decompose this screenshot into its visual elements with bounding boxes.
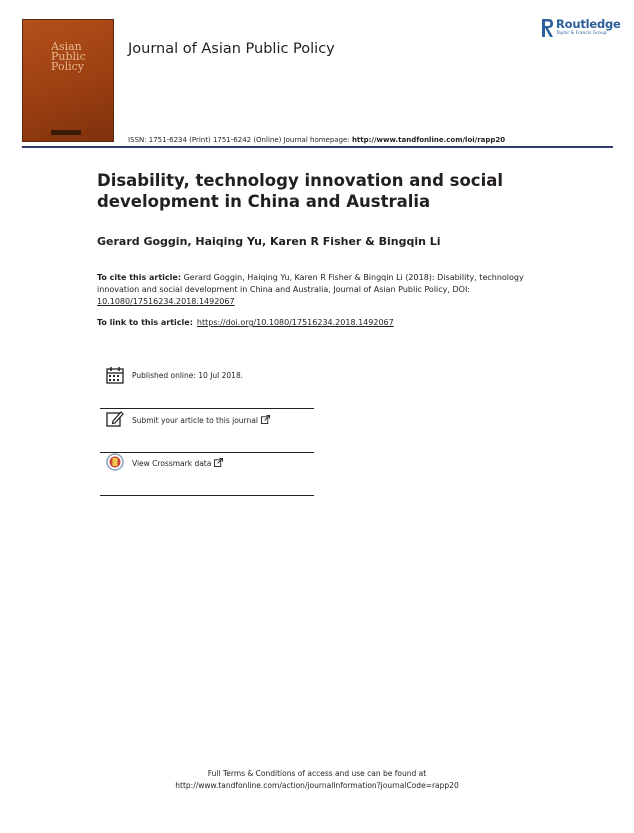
- crossmark-icon: [106, 453, 124, 471]
- citation-text: Gerard Goggin, Haiqing Yu, Karen R Fisher & Bingqin Li (2018): Disability, technology innovation and social development in China and Australia, Journal of Asian Public Policy, DOI:: [97, 273, 524, 294]
- cover-title: Asian Public Policy: [51, 40, 86, 73]
- row-divider: [100, 495, 314, 496]
- issn-line: [128, 136, 505, 144]
- submit-article-text[interactable]: Submit your article to this journal: [132, 416, 258, 425]
- citation-label: To cite this article:: [97, 273, 182, 282]
- publisher-tagline: Taylor & Francis Group: [556, 31, 607, 36]
- external-link-icon: [261, 415, 270, 424]
- journal-title[interactable]: Journal of Asian Public Policy: [128, 41, 335, 57]
- crossmark-link[interactable]: [132, 458, 223, 468]
- cover-publisher-mark: [51, 130, 81, 135]
- crossmark-row[interactable]: [100, 453, 314, 496]
- article-title: Disability, technology innovation and social development in China and Australia: [97, 171, 504, 211]
- external-link-icon: [214, 458, 223, 467]
- edit-icon: [106, 410, 124, 428]
- submit-article-link[interactable]: [132, 415, 270, 425]
- article-link-block: [97, 318, 394, 327]
- row-divider: [100, 408, 314, 409]
- calendar-icon: [106, 366, 124, 384]
- journal-cover-image: [22, 19, 114, 142]
- journal-homepage-link[interactable]: http://www.tandfonline.com/loi/rapp20: [351, 136, 506, 144]
- citation-block: [97, 272, 527, 308]
- article-link-label: To link to this article:: [97, 318, 193, 327]
- article-authors: Gerard Goggin, Haiqing Yu, Karen R Fisher & Bingqin Li: [97, 235, 441, 248]
- submit-article-row[interactable]: [100, 410, 314, 453]
- article-doi-link[interactable]: https://doi.org/10.1080/17516234.2018.1492067: [196, 318, 394, 327]
- issn-text: ISSN: 1751-6234 (Print) 1751-6242 (Online) Journal homepage:: [128, 136, 352, 144]
- footer-terms-link[interactable]: http://www.tandfonline.com/action/journalInformation?journalCode=rapp20: [175, 781, 459, 790]
- publisher-name: Routledge: [556, 17, 621, 31]
- crossmark-text[interactable]: View Crossmark data: [132, 459, 212, 468]
- header-divider: [22, 146, 613, 148]
- citation-doi-link[interactable]: 10.1080/17516234.2018.1492067: [97, 297, 235, 306]
- published-online-row: [100, 366, 314, 409]
- published-online-text: Published online: 10 Jul 2018.: [132, 371, 244, 380]
- routledge-logo-icon: [540, 17, 554, 39]
- footer-terms-text: Full Terms & Conditions of access and use can be found at: [207, 769, 427, 778]
